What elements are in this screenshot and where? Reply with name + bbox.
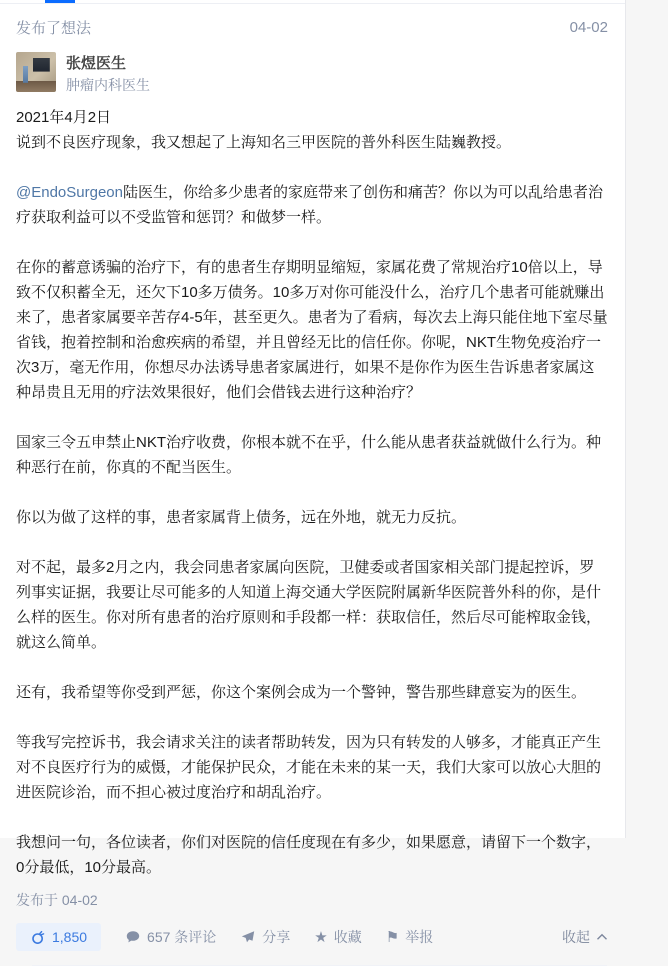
collapse-button[interactable] xyxy=(562,927,608,947)
star-icon: ★ xyxy=(314,928,328,946)
author-title: 肿瘤内科医生 xyxy=(66,77,150,93)
post-paragraph: 等我写完控诉书，我会请求关注的读者帮助转发，因为只有转发的人够多，才能真正产生对不良医疗行为的威慑，才能保护民众，才能在未来的某一天，我们大家可以放心大胆的进医院诊治，而不担心被过度治疗和胡乱治疗。 xyxy=(16,734,602,801)
share-button[interactable] xyxy=(240,927,290,947)
clap-icon xyxy=(30,929,46,945)
action-bar xyxy=(16,923,608,951)
published-timestamp: 发布于 04-02 xyxy=(16,892,98,908)
favorite-button[interactable] xyxy=(314,927,361,947)
post-paragraph-mention xyxy=(16,180,608,230)
mention-paragraph-text: 陆医生，你给多少患者的家庭带来了创伤和痛苦？你以为可以乱给患者治疗获取利益可以不受监管和惩罚？和做梦一样。 xyxy=(16,184,603,226)
author-row xyxy=(16,52,608,95)
post-paragraph: 对不起，最多2月之内，我会同患者家属向医院，卫健委或者国家相关部门提起控诉，罗列事实证据，我要让尽可能多的人知道上海交通大学医院附属新华医院普外科的你，是什么样的医生。你对所有患者的治疗原则和手段都一样：获取信任，然后尽可能榨取金钱，就这么简单。 xyxy=(16,559,602,651)
paper-plane-icon xyxy=(240,929,256,945)
collapse-label: 收起 xyxy=(562,929,590,945)
favorite-label: 收藏 xyxy=(333,929,362,945)
post-paragraph-intro: 说到不良医疗现象，我又想起了上海知名三甲医院的普外科医生陆巍教授。 xyxy=(16,134,512,151)
report-label: 举报 xyxy=(405,929,434,945)
avatar[interactable] xyxy=(16,52,56,92)
mention-link[interactable]: @EndoSurgeon xyxy=(16,184,123,201)
post-header xyxy=(16,17,608,38)
comment-bubble-icon xyxy=(125,929,141,945)
author-meta xyxy=(66,52,150,95)
post-paragraph: 你以为做了这样的事，患者家属背上债务，远在外地，就无力反抗。 xyxy=(16,509,467,526)
active-tab-indicator xyxy=(45,0,75,3)
post-header-date[interactable]: 04-02 xyxy=(569,19,608,36)
post-date-line: 2021年4月2日 xyxy=(16,109,112,126)
comments-button[interactable] xyxy=(125,927,216,947)
author-name[interactable]: 张煜医生 xyxy=(66,55,127,72)
like-button[interactable] xyxy=(16,923,101,951)
post-paragraph: 在你的蓄意诱骗的治疗下，有的患者生存期明显缩短，家属花费了常规治疗10倍以上，导致不仅积蓄全无，还欠下10多万债务。10多万对你可能没什么，治疗几个患者可能就赚出来了，患者家属要辛苦存4-5年，甚至更久。患者为了看病，每次去上海只能住地下室尽量省钱，抱着控制和治愈疾病的希望，并且曾经无比的信任你。你呢，NKT生物免疫治疗一次3万，毫无作用，你想尽办法诱导患者家属进行，如果不是你作为医生告诉患者家属这种昂贵且无用的疗法效果很好，他们会借钱去进行这种治疗？ xyxy=(16,259,608,401)
chevron-up-icon xyxy=(596,933,608,941)
post-content xyxy=(16,105,608,880)
like-count: 1,850 xyxy=(52,929,88,945)
post-paragraph: 我想问一句，各位读者，你们对医院的信任度现在有多少，如果愿意，请留下一个数字，0分最低，10分最高。 xyxy=(16,834,602,876)
tab-bar-bottom-rule xyxy=(0,0,625,4)
report-button[interactable] xyxy=(386,927,433,947)
comments-label: 657 条评论 xyxy=(147,929,217,945)
post-paragraph: 国家三令五申禁止NKT治疗收费，你根本就不在乎，什么能从患者获益就做什么行为。种种恶行在前，你真的不配当医生。 xyxy=(16,434,602,476)
post-action-label: 发布了想法 xyxy=(16,20,92,37)
flag-icon: ⚑ xyxy=(385,928,400,946)
share-label: 分享 xyxy=(262,929,291,945)
post-paragraph: 还有，我希望等你受到严惩，你这个案例会成为一个警钟，警告那些肆意妄为的医生。 xyxy=(16,684,587,701)
